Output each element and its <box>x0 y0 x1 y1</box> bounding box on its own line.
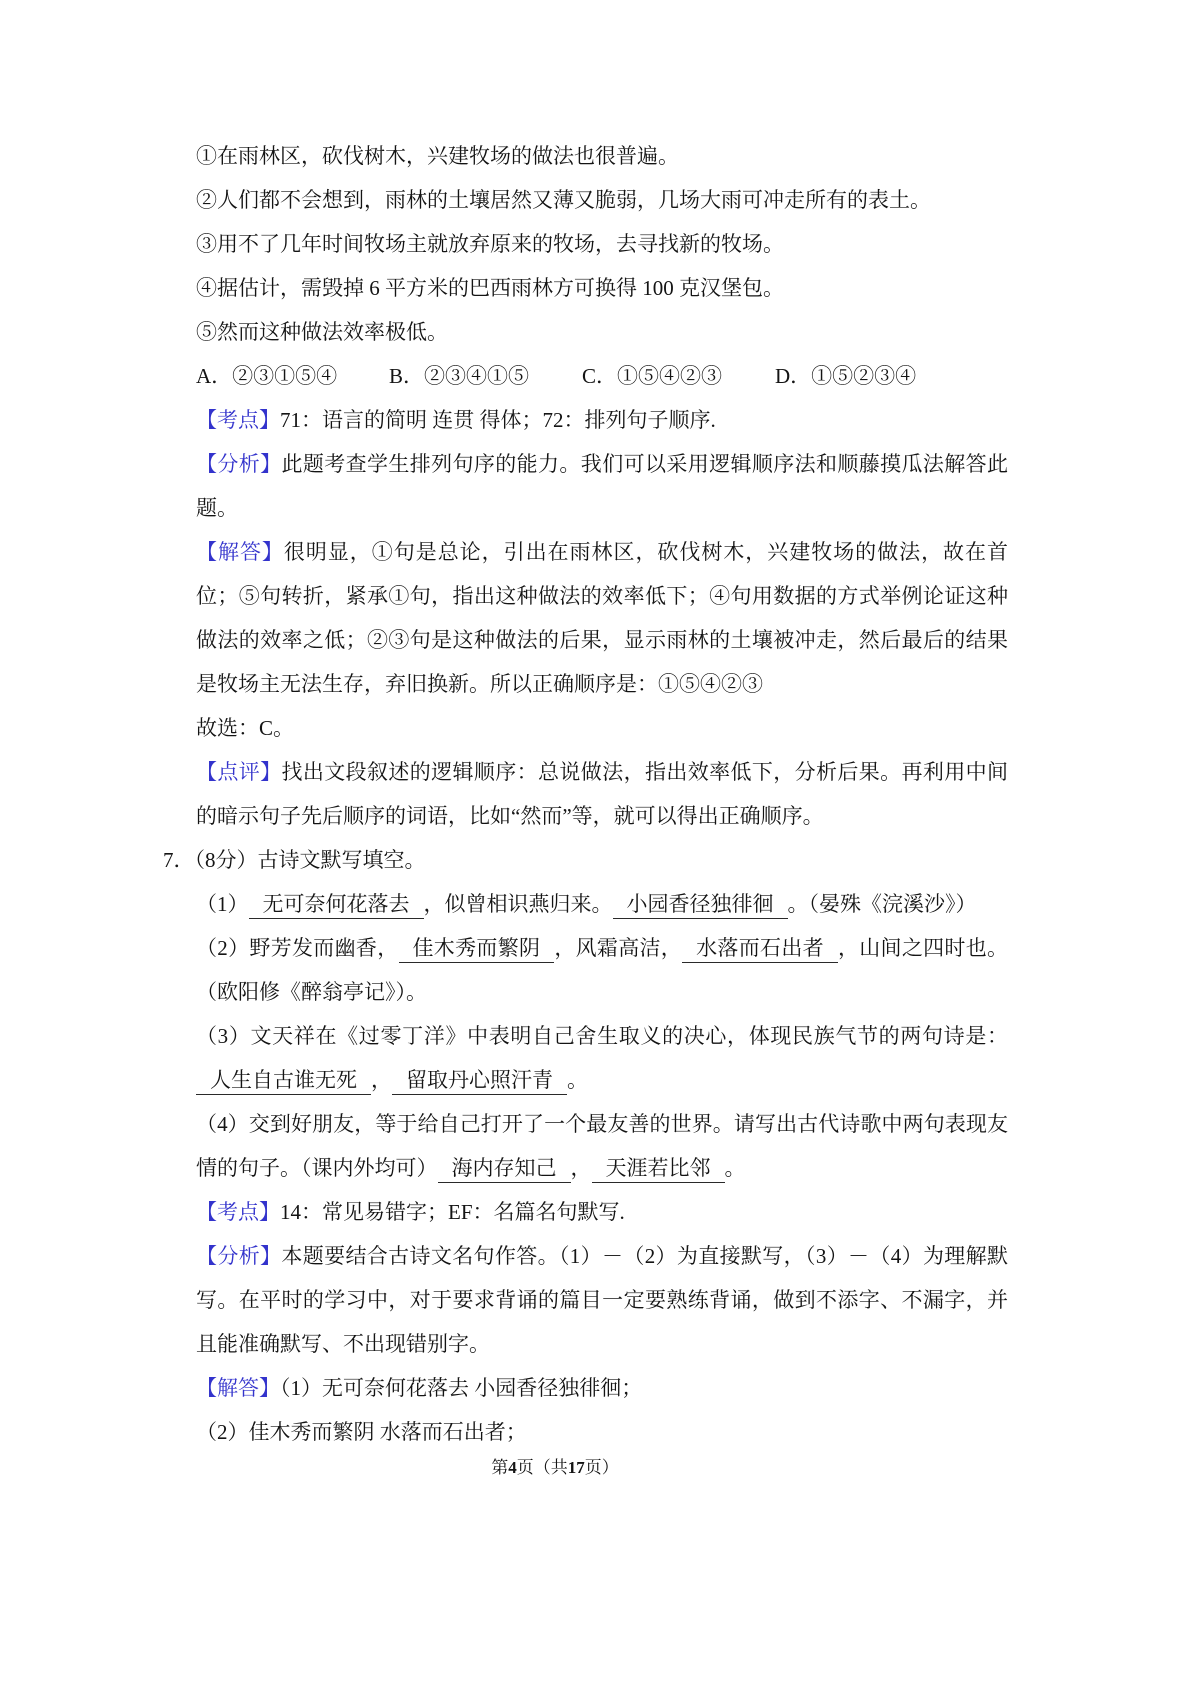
q7-fenxi <box>163 1234 1008 1366</box>
footer-total-pages: 17 <box>567 1458 585 1477</box>
item-text: ， <box>570 1156 592 1180</box>
footer-text: 页） <box>584 1458 619 1477</box>
answer-blank: 天涯若比邻 <box>592 1156 725 1183</box>
dianping-label: 【点评】 <box>196 760 282 784</box>
footer-text: 页（共 <box>516 1458 568 1477</box>
item-text: ，风霜高洁， <box>554 936 683 960</box>
q7-jieda-line2: （2）佳木秀而繁阴 水落而石出者； <box>196 1420 527 1444</box>
answer-blank: 小园香径独徘徊 <box>613 892 788 919</box>
jieda-label: 【解答】 <box>196 540 284 564</box>
answer-blank: 水落而石出者 <box>682 936 838 963</box>
q7-item-4 <box>163 1102 1008 1190</box>
q6-options-row <box>163 354 1008 398</box>
footer-page-number: 4 <box>508 1458 517 1477</box>
q7-item-1 <box>163 882 1008 926</box>
footer-text: 第 <box>491 1458 509 1477</box>
page-content <box>163 134 1008 1454</box>
q7-title: 7．（8分）古诗文默写填空。 <box>163 848 426 872</box>
fenxi-label: 【分析】 <box>196 452 282 476</box>
item-text: （1） <box>196 892 249 916</box>
q6-option-a: A．②③①⑤④ <box>196 364 338 388</box>
answer-blank: 海内存知己 <box>438 1156 571 1183</box>
q6-option-c: C．①⑤④②③ <box>582 364 723 388</box>
item-text: ，山间之四时也。（欧阳修《醉翁亭记》）。 <box>196 936 1009 1004</box>
item-text: （3）文天祥在《过零丁洋》中表明自己舍生取义的决心，体现民族气节的两句诗是： <box>196 1024 1008 1048</box>
answer-blank: 人生自古谁无死 <box>196 1068 371 1095</box>
q6-sentence-3: ③用不了几年时间牧场主就放弃原来的牧场，去寻找新的牧场。 <box>196 232 784 256</box>
item-text: （4）交到好朋友，等于给自己打开了一个最友善的世界。请写出古代诗歌中两句表现友情的句子。（课内外均可） <box>196 1112 1008 1180</box>
q6-sentence-5: ⑤然而这种做法效率极低。 <box>196 320 448 344</box>
kaodian-label: 【考点】 <box>196 408 280 432</box>
item-text: 。 <box>567 1068 588 1092</box>
q6-option-d: D．①⑤②③④ <box>775 364 917 388</box>
q6-option-b: B．②③④①⑤ <box>389 364 530 388</box>
q6-sentence-4: ④据估计，需毁掉 6 平方米的巴西雨林方可换得 100 克汉堡包。 <box>196 276 784 300</box>
jieda-label: 【解答】 <box>196 1376 280 1400</box>
q7-kaodian <box>163 1190 1008 1234</box>
q7-item-2 <box>163 926 1008 1014</box>
item-text: （2）野芳发而幽香， <box>196 936 399 960</box>
q6-jieda <box>163 530 1008 706</box>
jieda-text: 很明显，①句是总论，引出在雨林区，砍伐树木，兴建牧场的做法，故在首位；⑤句转折，紧承①句，指出这种做法的效率低下；④句用数据的方式举例论证这种做法的效率之低；②③句是这种做法的后果，显示雨林的土壤被冲走，然后最后的结果是牧场主无法生存，弃旧换新。所以正确顺序是：①⑤④②③ <box>196 540 1008 696</box>
q6-kaodian <box>163 398 1008 442</box>
q6-dianping <box>163 750 1008 838</box>
answer-blank: 无可奈何花落去 <box>249 892 424 919</box>
answer-blank: 佳木秀而繁阴 <box>399 936 555 963</box>
page-footer <box>0 1458 1110 1478</box>
fenxi-text: 此题考查学生排列句序的能力。我们可以采用逻辑顺序法和顺藤摸瓜法解答此题。 <box>196 452 1008 520</box>
answer-blank: 留取丹心照汗青 <box>392 1068 567 1095</box>
item-text: ，似曾相识燕归来。 <box>423 892 613 916</box>
fenxi-label: 【分析】 <box>196 1244 282 1268</box>
jieda-text: （1）无可奈何花落去 小园香径独徘徊； <box>280 1376 643 1400</box>
q6-sentence-1: ①在雨林区，砍伐树木，兴建牧场的做法也很普遍。 <box>196 144 679 168</box>
kaodian-text: 14：常见易错字；EF：名篇名句默写. <box>280 1200 625 1224</box>
dianping-text: 找出文段叙述的逻辑顺序：总说做法，指出效率低下，分析后果。再利用中间的暗示句子先后顺序的词语，比如“然而”等，就可以得出正确顺序。 <box>196 760 1008 828</box>
q7-jieda-line1 <box>163 1366 1008 1410</box>
q7-item-3 <box>163 1014 1008 1102</box>
q6-answer-line: 故选：C。 <box>196 716 295 740</box>
kaodian-label: 【考点】 <box>196 1200 280 1224</box>
kaodian-text: 71：语言的简明 连贯 得体；72：排列句子顺序. <box>280 408 716 432</box>
item-text: ， <box>371 1068 392 1092</box>
item-text: 。（晏殊《浣溪沙》） <box>787 892 977 916</box>
q6-fenxi <box>163 442 1008 530</box>
q6-sentence-2: ②人们都不会想到，雨林的土壤居然又薄又脆弱，几场大雨可冲走所有的表土。 <box>196 188 931 212</box>
fenxi-text: 本题要结合古诗文名句作答。（1）－（2）为直接默写，（3）－（4）为理解默写。在平时的学习中，对于要求背诵的篇目一定要熟练背诵，做到不添字、不漏字，并且能准确默写、不出现错别字。 <box>196 1244 1009 1356</box>
item-text: 。 <box>724 1156 746 1180</box>
